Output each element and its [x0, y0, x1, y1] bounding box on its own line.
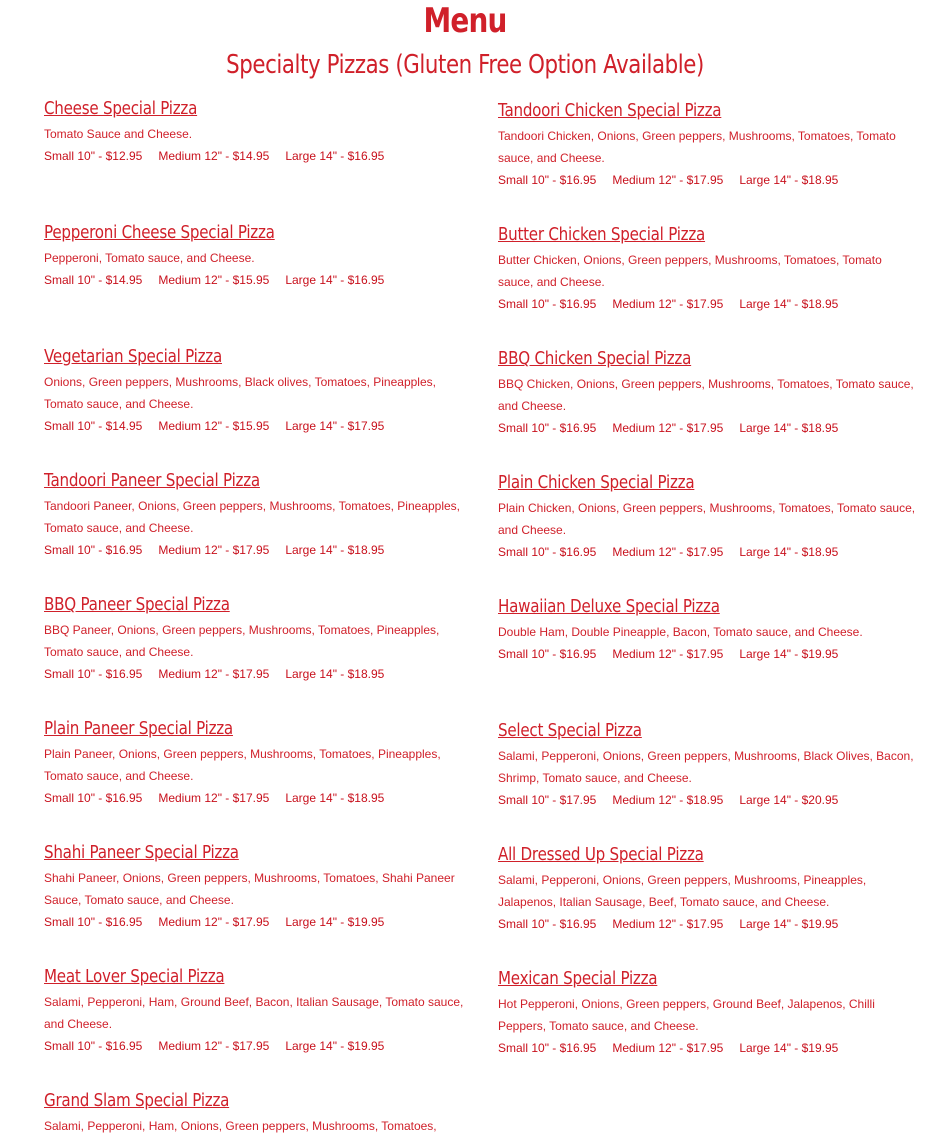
- price-small: Small 10" - $14.95: [44, 273, 143, 287]
- price-small: Small 10" - $16.95: [498, 421, 597, 435]
- pizza-description: Tandoori Paneer, Onions, Green peppers, Mushrooms, Tomatoes, Pineapples, Tomato sauce, and Cheese.: [44, 499, 461, 535]
- price-small: Small 10" - $16.95: [498, 917, 597, 931]
- pizza-description: Plain Chicken, Onions, Green peppers, Mushrooms, Tomatoes, Tomato sauce, and Cheese.: [498, 501, 916, 537]
- price-large: Large 14" - $16.95: [285, 149, 385, 163]
- menu-item: [498, 471, 918, 563]
- pizza-description: BBQ Paneer, Onions, Green peppers, Mushrooms, Tomatoes, Pineapples, Tomato sauce, and Cheese.: [44, 623, 440, 659]
- price-large: Large 14" - $19.95: [285, 915, 385, 929]
- price-medium: Medium 12" - $17.95: [612, 297, 724, 311]
- pizza-description: Salami, Pepperoni, Onions, Green peppers, Mushrooms, Black Olives, Bacon, Shrimp, Tomato sauce, and Cheese.: [498, 749, 914, 785]
- pizza-title-link[interactable]: Plain Chicken Special Pizza: [498, 472, 695, 493]
- pizza-description: Double Ham, Double Pineapple, Bacon, Tomato sauce, and Cheese.: [498, 625, 863, 639]
- pizza-prices: [498, 913, 918, 935]
- pizza-title-link[interactable]: Plain Paneer Special Pizza: [44, 718, 233, 739]
- price-small: Small 10" - $16.95: [498, 647, 597, 661]
- pizza-prices: [44, 145, 464, 167]
- pizza-prices: [44, 911, 464, 933]
- menu-item: [44, 469, 464, 561]
- price-large: Large 14" - $19.95: [739, 1041, 839, 1055]
- pizza-prices: [44, 539, 464, 561]
- pizza-prices: [44, 269, 464, 291]
- price-large: Large 14" - $18.95: [739, 173, 839, 187]
- pizza-description: Pepperoni, Tomato sauce, and Cheese.: [44, 251, 255, 265]
- pizza-prices: [498, 417, 918, 439]
- price-small: Small 10" - $16.95: [44, 1039, 143, 1053]
- menu-item: [498, 967, 918, 1059]
- price-small: Small 10" - $17.95: [498, 793, 597, 807]
- price-small: Small 10" - $16.95: [498, 297, 597, 311]
- page-title: Menu: [423, 1, 507, 41]
- price-medium: Medium 12" - $17.95: [612, 173, 724, 187]
- price-large: Large 14" - $18.95: [739, 297, 839, 311]
- pizza-prices: [44, 415, 464, 437]
- pizza-description: Plain Paneer, Onions, Green peppers, Mushrooms, Tomatoes, Pineapples, Tomato sauce, and Cheese.: [44, 747, 441, 783]
- price-medium: Medium 12" - $17.95: [612, 545, 724, 559]
- menu-item: [498, 223, 918, 315]
- price-large: Large 14" - $19.95: [285, 1039, 385, 1053]
- price-large: Large 14" - $19.95: [739, 917, 839, 931]
- pizza-description: Salami, Pepperoni, Ham, Onions, Green peppers, Mushrooms, Tomatoes,: [44, 1119, 437, 1133]
- pizza-description: Butter Chicken, Onions, Green peppers, Mushrooms, Tomatoes, Tomato sauce, and Cheese.: [498, 253, 882, 289]
- price-large: Large 14" - $18.95: [285, 667, 385, 681]
- price-medium: Medium 12" - $14.95: [158, 149, 270, 163]
- price-medium: Medium 12" - $17.95: [158, 667, 270, 681]
- price-large: Large 14" - $18.95: [285, 543, 385, 557]
- price-small: Small 10" - $14.95: [44, 419, 143, 433]
- pizza-description: Salami, Pepperoni, Onions, Green peppers, Mushrooms, Pineapples, Jalapenos, Italian Sausage, Beef, Tomato sauce, and Cheese.: [498, 873, 867, 909]
- price-small: Small 10" - $16.95: [498, 545, 597, 559]
- pizza-prices: [498, 789, 918, 811]
- price-large: Large 14" - $17.95: [285, 419, 385, 433]
- menu-item: [498, 99, 918, 191]
- menu-item: [498, 719, 918, 811]
- price-large: Large 14" - $20.95: [739, 793, 839, 807]
- menu-item: [44, 221, 464, 291]
- pizza-description: Hot Pepperoni, Onions, Green peppers, Ground Beef, Jalapenos, Chilli Peppers, Tomato sauce, and Cheese.: [498, 997, 875, 1033]
- price-small: Small 10" - $16.95: [44, 543, 143, 557]
- pizza-prices: [44, 787, 464, 809]
- pizza-title-link[interactable]: Select Special Pizza: [498, 720, 642, 741]
- pizza-title-link[interactable]: Vegetarian Special Pizza: [44, 346, 223, 367]
- pizza-prices: [498, 169, 918, 191]
- pizza-title-link[interactable]: Cheese Special Pizza: [44, 98, 198, 119]
- pizza-title-link[interactable]: Tandoori Chicken Special Pizza: [498, 100, 722, 121]
- menu-item: [44, 965, 464, 1057]
- pizza-title-link[interactable]: Pepperoni Cheese Special Pizza: [44, 222, 275, 243]
- price-medium: Medium 12" - $15.95: [158, 419, 270, 433]
- price-large: Large 14" - $16.95: [285, 273, 385, 287]
- pizza-description: Tandoori Chicken, Onions, Green peppers, Mushrooms, Tomatoes, Tomato sauce, and Cheese.: [498, 129, 896, 165]
- pizza-prices: [44, 1035, 464, 1057]
- price-medium: Medium 12" - $17.95: [612, 1041, 724, 1055]
- pizza-title-link[interactable]: Hawaiian Deluxe Special Pizza: [498, 596, 720, 617]
- pizza-description: BBQ Chicken, Onions, Green peppers, Mushrooms, Tomatoes, Tomato sauce, and Cheese.: [498, 377, 914, 413]
- pizza-prices: [498, 541, 918, 563]
- page-subtitle: Specialty Pizzas (Gluten Free Option Available): [226, 50, 704, 80]
- price-medium: Medium 12" - $15.95: [158, 273, 270, 287]
- pizza-title-link[interactable]: Grand Slam Special Pizza: [44, 1090, 230, 1111]
- menu-item: [498, 595, 918, 665]
- pizza-prices: [44, 663, 464, 685]
- pizza-description: Tomato Sauce and Cheese.: [44, 127, 193, 141]
- menu-item: [44, 717, 464, 809]
- price-large: Large 14" - $18.95: [739, 545, 839, 559]
- price-small: Small 10" - $12.95: [44, 149, 143, 163]
- pizza-title-link[interactable]: Meat Lover Special Pizza: [44, 966, 225, 987]
- menu-item: [498, 843, 918, 935]
- pizza-title-link[interactable]: Shahi Paneer Special Pizza: [44, 842, 239, 863]
- price-medium: Medium 12" - $17.95: [612, 917, 724, 931]
- price-medium: Medium 12" - $17.95: [158, 543, 270, 557]
- pizza-prices: [498, 293, 918, 315]
- price-medium: Medium 12" - $17.95: [158, 1039, 270, 1053]
- price-medium: Medium 12" - $18.95: [612, 793, 724, 807]
- price-small: Small 10" - $16.95: [44, 667, 143, 681]
- menu-item: [44, 593, 464, 685]
- menu-item: [44, 841, 464, 933]
- menu-item: [44, 97, 464, 167]
- price-large: Large 14" - $18.95: [739, 421, 839, 435]
- price-large: Large 14" - $18.95: [285, 791, 385, 805]
- pizza-prices: [498, 1037, 918, 1059]
- pizza-description: Onions, Green peppers, Mushrooms, Black olives, Tomatoes, Pineapples, Tomato sauce, and Cheese.: [44, 375, 436, 411]
- price-large: Large 14" - $19.95: [739, 647, 839, 661]
- menu-item: [44, 1089, 464, 1137]
- pizza-title-link[interactable]: BBQ Chicken Special Pizza: [498, 348, 692, 369]
- price-small: Small 10" - $16.95: [498, 1041, 597, 1055]
- price-small: Small 10" - $16.95: [44, 915, 143, 929]
- menu-item: [498, 347, 918, 439]
- menu-item: [44, 345, 464, 437]
- pizza-description: Shahi Paneer, Onions, Green peppers, Mushrooms, Tomatoes, Shahi Paneer Sauce, Tomato sauce, and Cheese.: [44, 871, 455, 907]
- price-small: Small 10" - $16.95: [44, 791, 143, 805]
- pizza-description: Salami, Pepperoni, Ham, Ground Beef, Bacon, Italian Sausage, Tomato sauce, and Cheese.: [44, 995, 464, 1031]
- price-medium: Medium 12" - $17.95: [612, 421, 724, 435]
- pizza-title-link[interactable]: Mexican Special Pizza: [498, 968, 658, 989]
- pizza-title-link[interactable]: BBQ Paneer Special Pizza: [44, 594, 230, 615]
- pizza-title-link[interactable]: All Dressed Up Special Pizza: [498, 844, 704, 865]
- price-small: Small 10" - $16.95: [498, 173, 597, 187]
- price-medium: Medium 12" - $17.95: [158, 915, 270, 929]
- price-medium: Medium 12" - $17.95: [158, 791, 270, 805]
- pizza-title-link[interactable]: Tandoori Paneer Special Pizza: [44, 470, 260, 491]
- pizza-prices: [498, 643, 918, 665]
- price-medium: Medium 12" - $17.95: [612, 647, 724, 661]
- pizza-title-link[interactable]: Butter Chicken Special Pizza: [498, 224, 706, 245]
